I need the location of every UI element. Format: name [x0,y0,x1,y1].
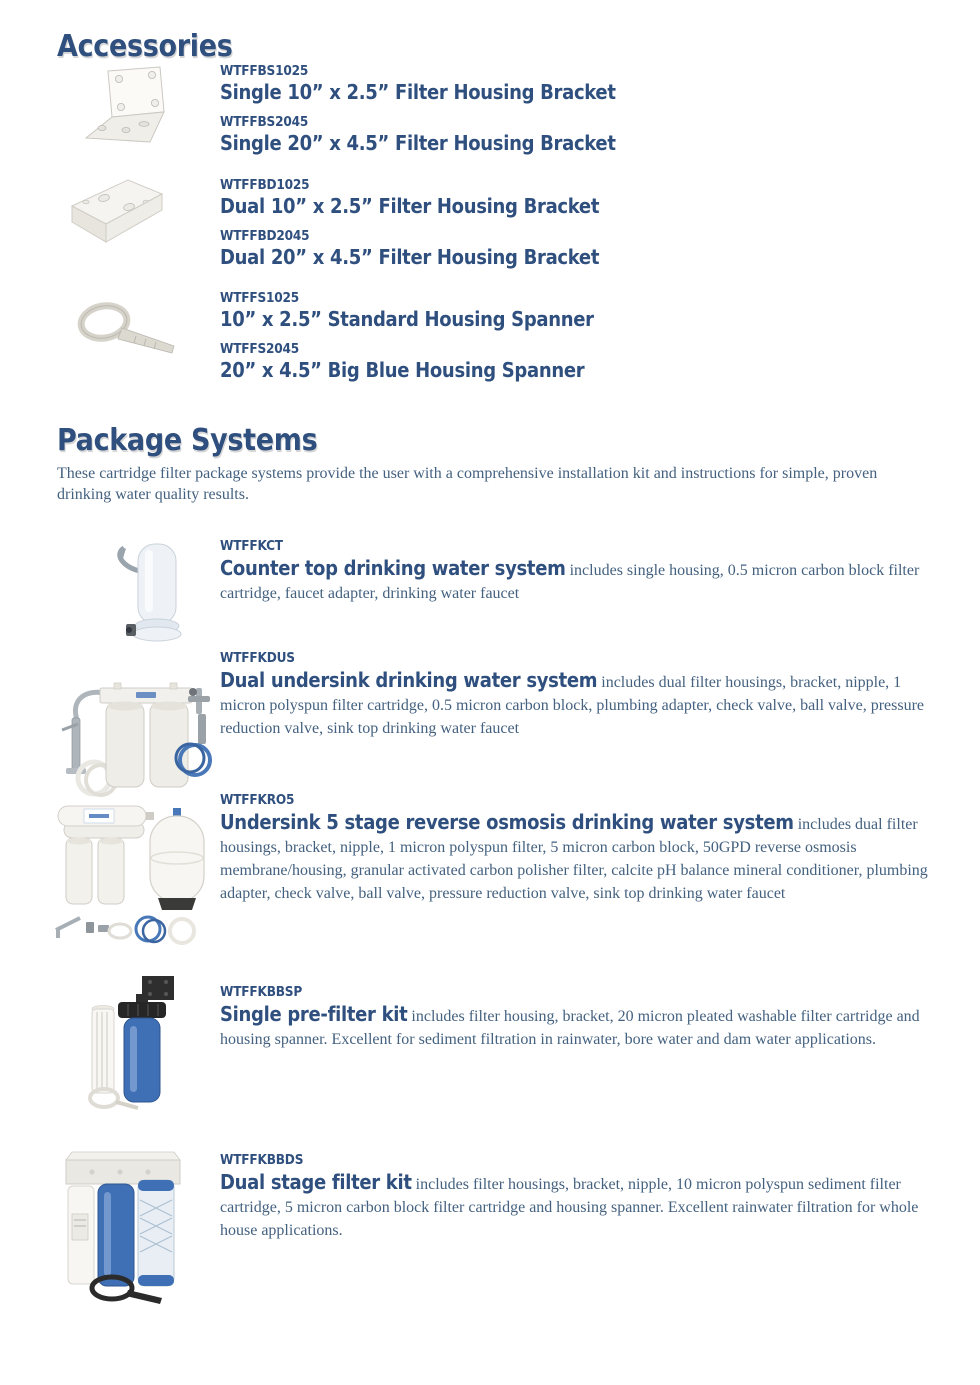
product-code: WTFFKDUS [220,650,295,666]
product-description [220,557,936,605]
countertop-system-image [84,536,188,648]
product-code: WTFFBD2045 [220,228,310,244]
product-title: Dual stage filter kit [220,1170,412,1194]
reverse-osmosis-icon [50,796,210,946]
product-title: Dual 10” x 2.5” Filter Housing Bracket [220,194,600,218]
dual-stage-kit-text [220,1151,936,1242]
single-bracket-icon [80,64,172,148]
spanner-icon [74,296,178,358]
single-pre-filter-image [80,974,198,1112]
product-code: WTFFBD1025 [220,177,310,193]
product-description-text: includes dual filter housings, bracket, nipple, 1 micron polyspun filter cartridge, 0.5 micron carbon block, plumbing adapter, check valve, ball valve, pressure reduction valve, sink top drinking water faucet [220,674,925,737]
spanner-text [220,289,936,391]
dual-bracket-text [220,176,936,278]
product-title: 10” x 2.5” Standard Housing Spanner [220,307,594,331]
product-code: WTFFBS1025 [220,63,309,79]
accessories-heading: Accessories [57,29,233,64]
product-description [220,811,936,905]
dual-bracket-image [66,176,166,258]
dual-undersink-image [54,654,212,802]
product-code: WTFFS2045 [220,341,300,357]
dual-stage-kit-image [60,1144,186,1304]
product-code: WTFFKBBSP [220,984,303,1000]
product-description [220,669,936,740]
single-bracket-text [220,62,936,164]
spanner-image [74,296,178,358]
product-title: 20” x 4.5” Big Blue Housing Spanner [220,358,585,382]
product-title: Single pre-filter kit [220,1002,408,1026]
countertop-system-text [220,537,936,605]
product-description [220,1171,936,1242]
product-description-text: includes single housing, 0.5 micron carbon block filter cartridge, faucet adapter, drinking water faucet [220,562,920,602]
dual-bracket-icon [66,176,166,258]
dual-stage-kit-icon [60,1144,186,1304]
product-code: WTFFS1025 [220,290,300,306]
product-description [220,1003,936,1051]
package-systems-heading: Package Systems [57,423,318,458]
reverse-osmosis-text [220,791,936,905]
product-description-text: includes filter housings, bracket, nipple, 10 micron polyspun sediment filter cartridge, 5 micron carbon block filter cartridge and housing spanner. Excellent rainwater filtration for whole house applications. [220,1176,919,1239]
product-title: Dual 20” x 4.5” Filter Housing Bracket [220,245,600,269]
single-bracket-image [80,64,172,148]
dual-undersink-text [220,649,936,740]
product-title: Single 10” x 2.5” Filter Housing Bracket [220,80,616,104]
product-description-text: includes dual filter housings, bracket, nipple, 1 micron polyspun filter, 5 micron carbon block, 50GPD reverse osmosis membrane/housing, granular activated carbon polisher filter, calcite pH balance mineral conditioner, plumbing adapter, check valve, ball valve, pressure reduction valve, sink top drinking water faucet [220,816,928,902]
product-code: WTFFKRO5 [220,792,295,808]
product-code: WTFFKCT [220,538,283,554]
product-code: WTFFKBBDS [220,1152,304,1168]
product-description-text: includes filter housing, bracket, 20 micron pleated washable filter cartridge and housing spanner. Excellent for sediment filtration in rainwater, bore water and dam water applications. [220,1008,920,1048]
product-code: WTFFBS2045 [220,114,309,130]
package-systems-intro: These cartridge filter package systems provide the user with a comprehensive installation kit and instructions for simple, proven drinking water quality results. [57,465,878,503]
product-title: Undersink 5 stage reverse osmosis drinking water system [220,810,794,834]
product-title: Dual undersink drinking water system [220,668,598,692]
countertop-system-icon [84,536,188,648]
single-pre-filter-text [220,983,936,1051]
dual-undersink-icon [54,654,212,802]
product-title: Counter top drinking water system [220,556,566,580]
reverse-osmosis-image [50,796,210,946]
single-pre-filter-icon [80,974,198,1112]
product-title: Single 20” x 4.5” Filter Housing Bracket [220,131,616,155]
